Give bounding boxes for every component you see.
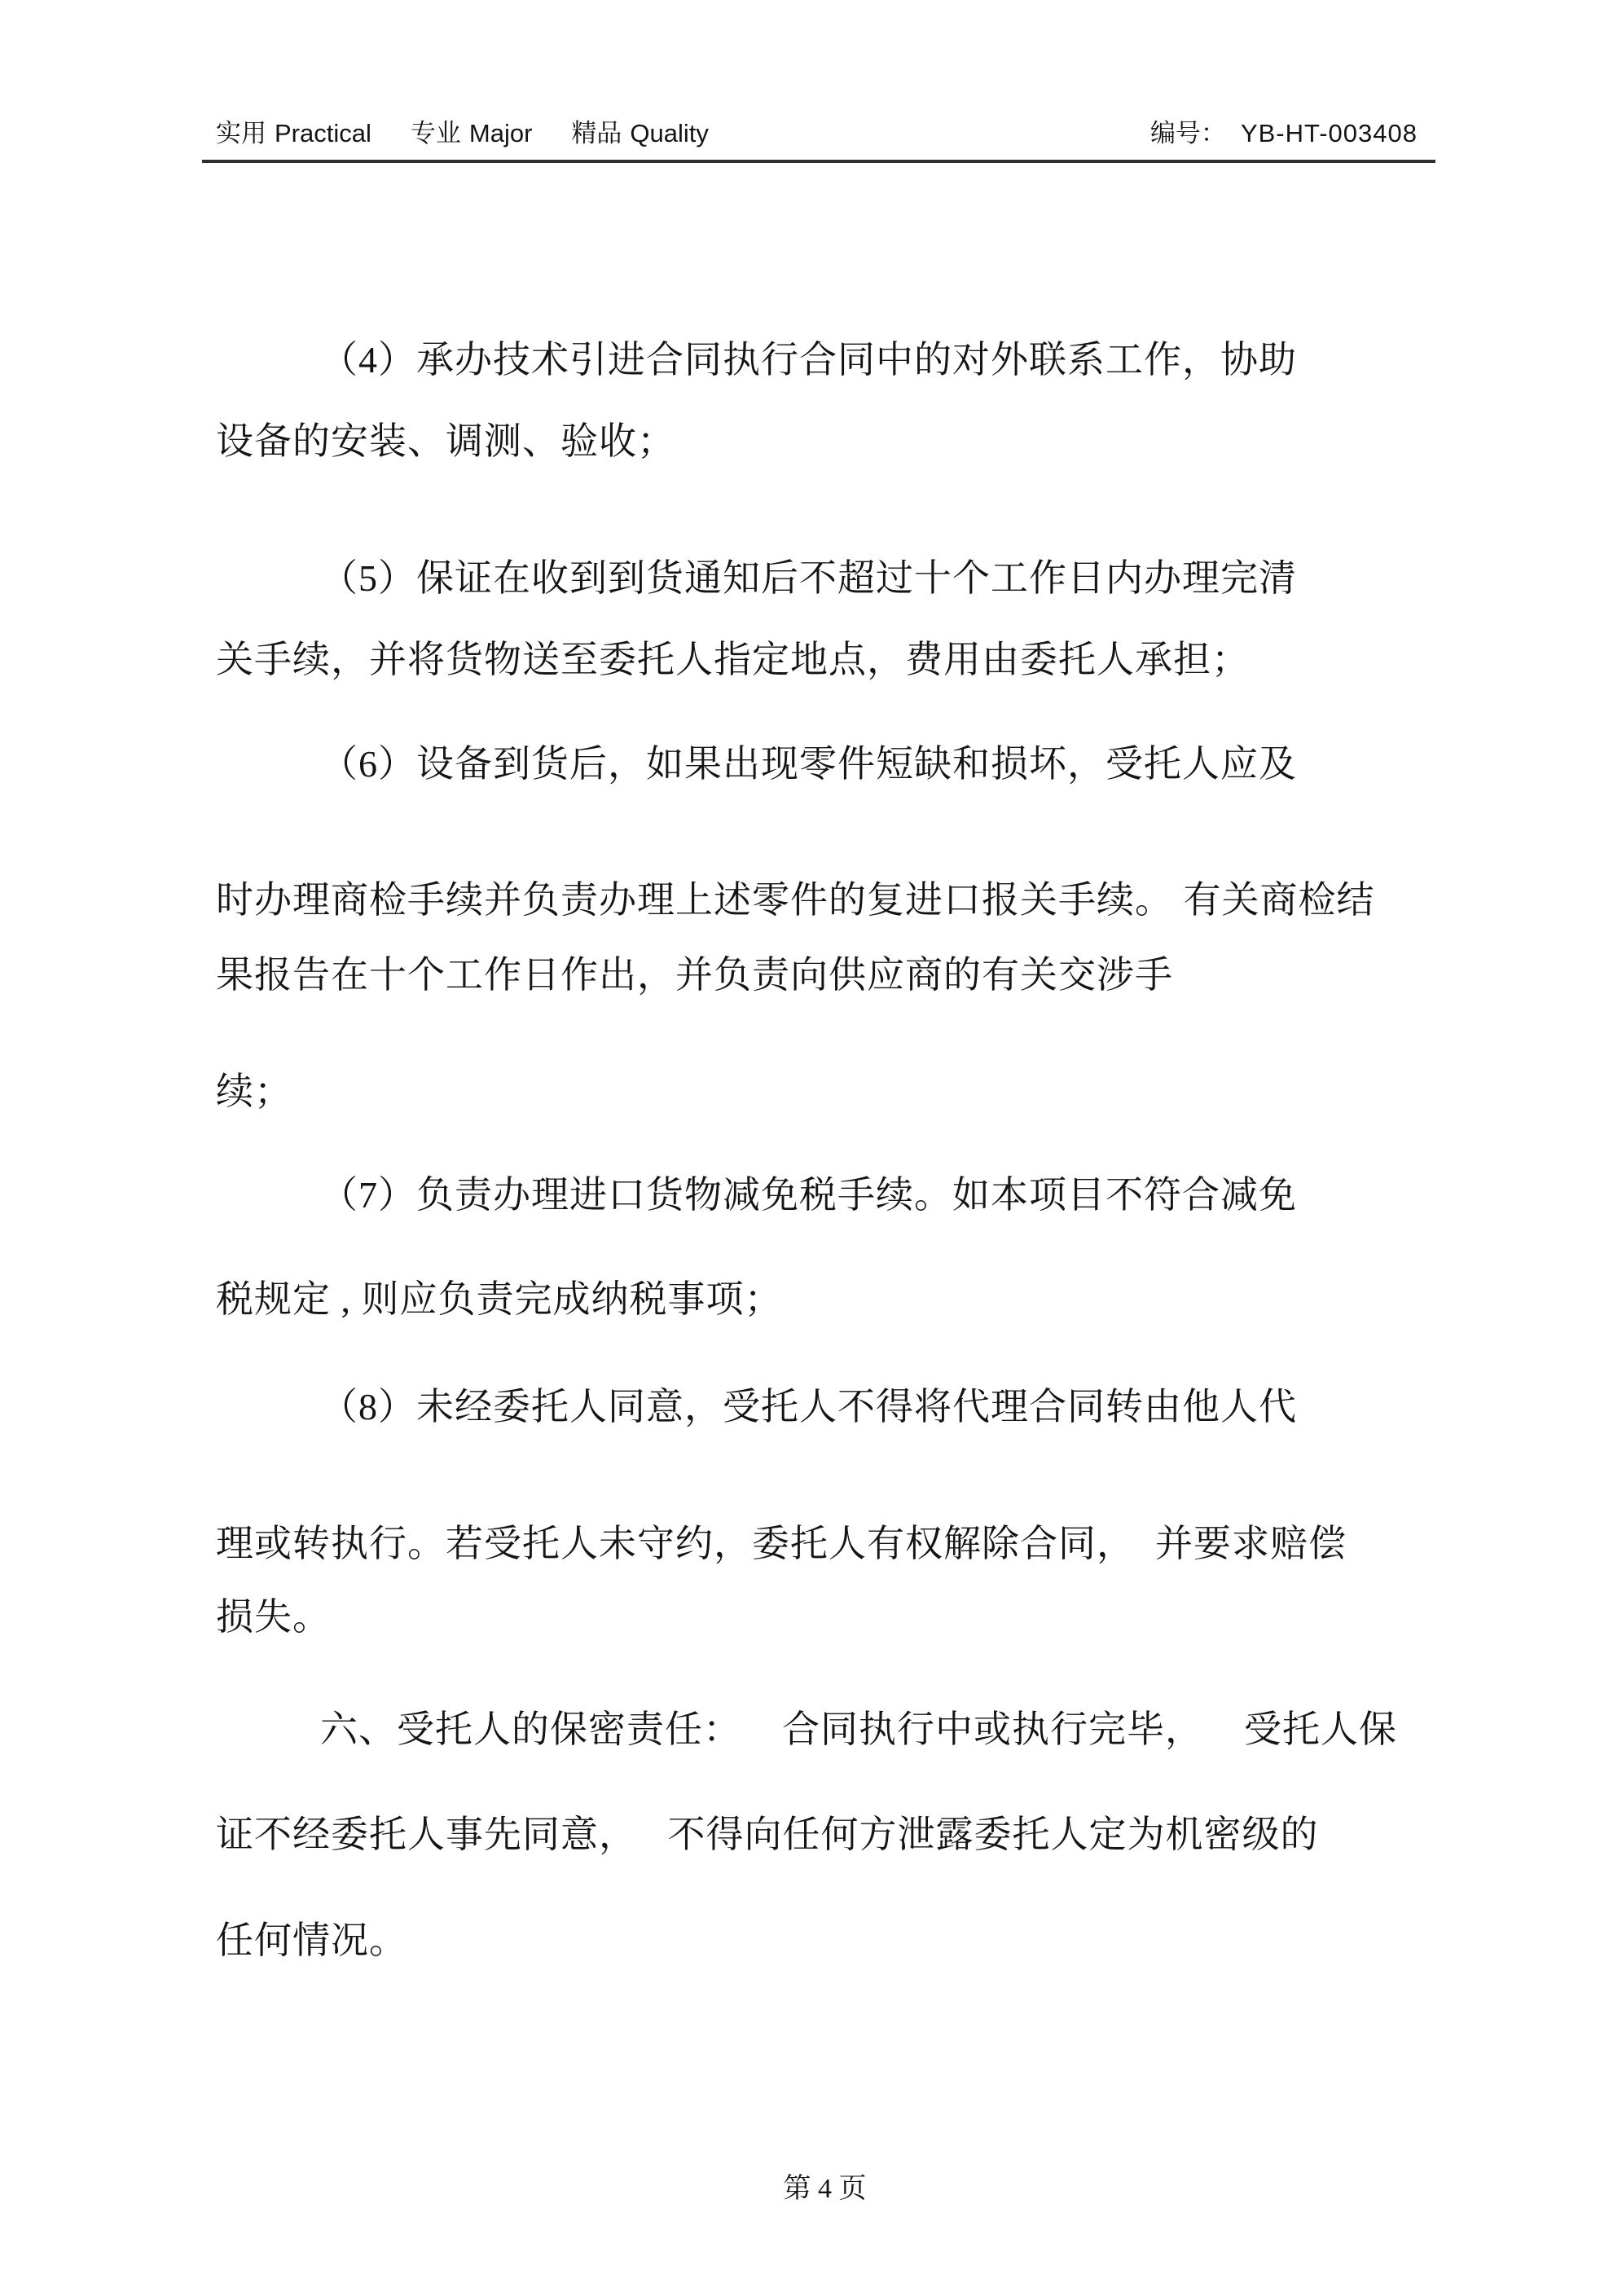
text-line: 理或转执行。若受托人未守约，委托人有权解除合同， 并要求赔偿: [216, 1523, 1347, 1564]
brand-en-label: Practical: [275, 119, 371, 147]
text-line: 关手续，并将货物送至委托人指定地点，费用由委托人承担；: [216, 639, 1250, 680]
text-line: 果报告在十个工作日作出，并负责向供应商的有关交涉手: [216, 954, 1173, 996]
text-line: 续；: [216, 1071, 292, 1112]
text-line: 任何情况。: [216, 1920, 407, 1961]
text-line: （4）承办技术引进合同执行合同中的对外联系工作，协助: [320, 339, 1297, 380]
brand-cn-label: 实用: [216, 119, 266, 147]
text-line: 证不经委托人事先同意， 不得向任何方泄露委托人定为机密级的: [216, 1814, 1319, 1855]
text-line: （5）保证在收到到货通知后不超过十个工作日内办理完清: [320, 557, 1297, 599]
text-line: 设备的安装、调测、验收；: [216, 420, 675, 462]
text-line: 税规定 , 则应负责完成纳税事项；: [216, 1278, 783, 1320]
text-line: （7）负责办理进口货物减免税手续。如本项目不符合减免: [320, 1174, 1297, 1216]
text-line: （6）设备到货后，如果出现零件短缺和损坏，受托人应及: [320, 743, 1297, 785]
text-line: 损失。: [216, 1596, 331, 1638]
text-line: 时办理商检手续并负责办理上述零件的复进口报关手续。 有关商检结: [216, 879, 1375, 921]
brand-en-label: Quality: [630, 119, 709, 147]
brand-cn-label: 精品: [571, 119, 622, 147]
doc-number-label: 编号：: [1149, 119, 1226, 147]
brand-cn-label: 专业: [410, 119, 461, 147]
brand-en-label: Major: [468, 119, 533, 147]
page-footer: [0, 2135, 1622, 2237]
text-line: 六、受托人的保密责任： 合同执行中或执行完毕， 受托人保: [320, 1709, 1397, 1750]
page-number: 第 4 页: [783, 2174, 867, 2204]
doc-number-value: YB-HT-003408: [1240, 119, 1418, 147]
text-line: （8）未经委托人同意，受托人不得将代理合同转由他人代: [320, 1386, 1297, 1427]
